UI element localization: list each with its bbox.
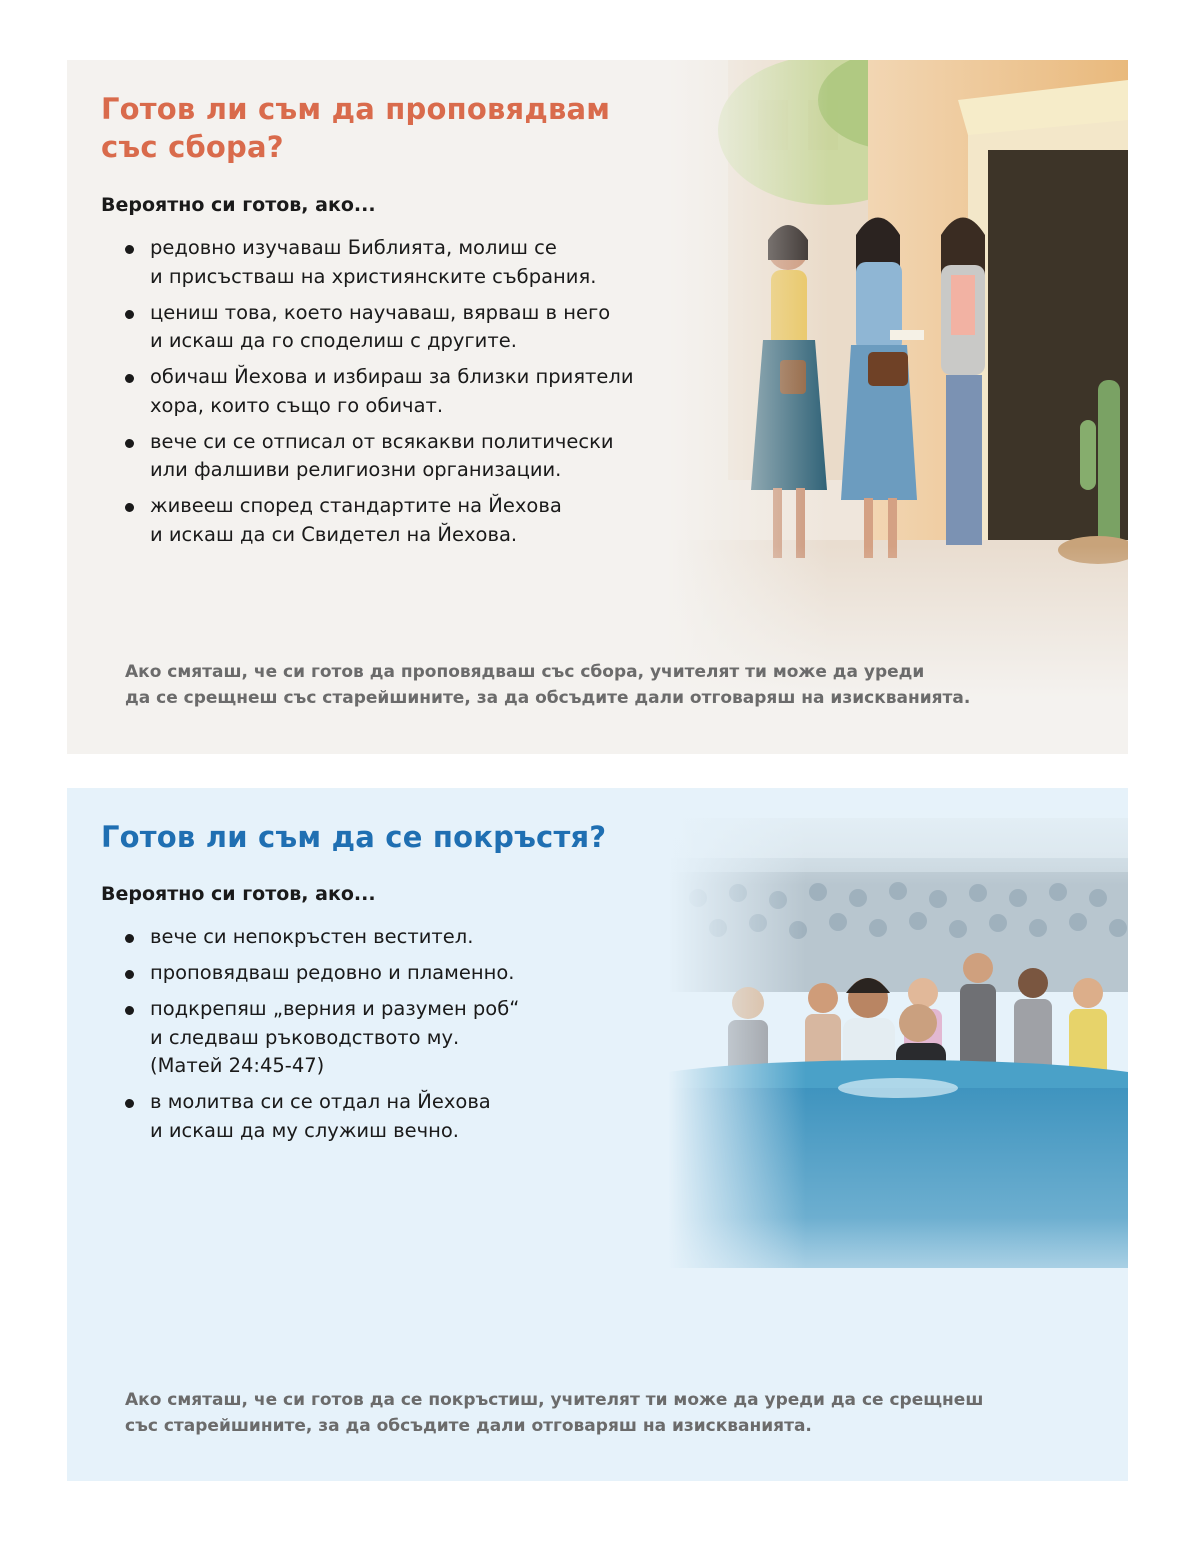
list-item-text: в молитва си се отдал на Йехова и искаш да му служиш вечно. (150, 1090, 491, 1142)
list-item-text: вече си непокръстен вестител. (150, 925, 474, 948)
baptism-readiness-panel (67, 788, 1128, 1481)
list-item-text: живееш според стандартите на Йехова и искаш да си Свидетел на Йехова. (150, 494, 562, 546)
bullet-icon (125, 310, 134, 319)
bullet-icon (125, 245, 134, 254)
list-item (123, 923, 683, 952)
list-item (123, 995, 683, 1081)
list-item (123, 363, 683, 420)
baptism-title: Готов ли съм да се покръстя? (101, 820, 607, 854)
list-item (123, 299, 683, 356)
list-item-text: проповядваш редовно и пламенно. (150, 961, 515, 984)
list-item (123, 1088, 683, 1145)
preaching-subtitle: Вероятно си готов, ако... (101, 194, 376, 216)
bullet-icon (125, 439, 134, 448)
baptism-criteria-list (123, 923, 683, 1153)
door-to-door-preaching-illustration (668, 60, 1128, 754)
list-item (123, 428, 683, 485)
bullet-icon (125, 1099, 134, 1108)
bullet-icon (125, 374, 134, 383)
baptism-note: Ако смяташ, че си готов да се покръстиш, учителят ти може да уреди да се срещнеш със старейшините, за да обсъдите дали отговаряш на изискванията. (125, 1390, 984, 1436)
list-item-text: подкрепяш „верния и разумен роб“ и следваш ръководството му. (Матей 24:45-47) (150, 997, 520, 1077)
list-item (123, 234, 683, 291)
list-item-text: редовно изучаваш Библията, молиш се и присъстваш на християнските събрания. (150, 236, 597, 288)
baptism-subtitle: Вероятно си готов, ако... (101, 883, 376, 905)
preaching-title: Готов ли съм да проповядвам със сбора? (101, 92, 611, 164)
preaching-note: Ако смяташ, че си готов да проповядваш със сбора, учителят ти може да уреди да се срещнеш със старейшините, за да обсъдите дали отговаряш на изискванията. (125, 662, 971, 708)
bullet-icon (125, 934, 134, 943)
bullet-icon (125, 970, 134, 979)
bullet-icon (125, 503, 134, 512)
bullet-icon (125, 1006, 134, 1015)
baptism-pool-illustration (668, 788, 1128, 1481)
preaching-criteria-list (123, 234, 683, 557)
list-item (123, 492, 683, 549)
list-item (123, 959, 683, 988)
list-item-text: цениш това, което научаваш, вярваш в него и искаш да го споделиш с другите. (150, 300, 611, 352)
preaching-readiness-panel (67, 60, 1128, 754)
list-item-text: вече си се отписал от всякакви политически или фалшиви религиозни организации. (150, 429, 614, 481)
list-item-text: обичаш Йехова и избираш за близки приятели хора, които също го обичат. (150, 365, 634, 417)
